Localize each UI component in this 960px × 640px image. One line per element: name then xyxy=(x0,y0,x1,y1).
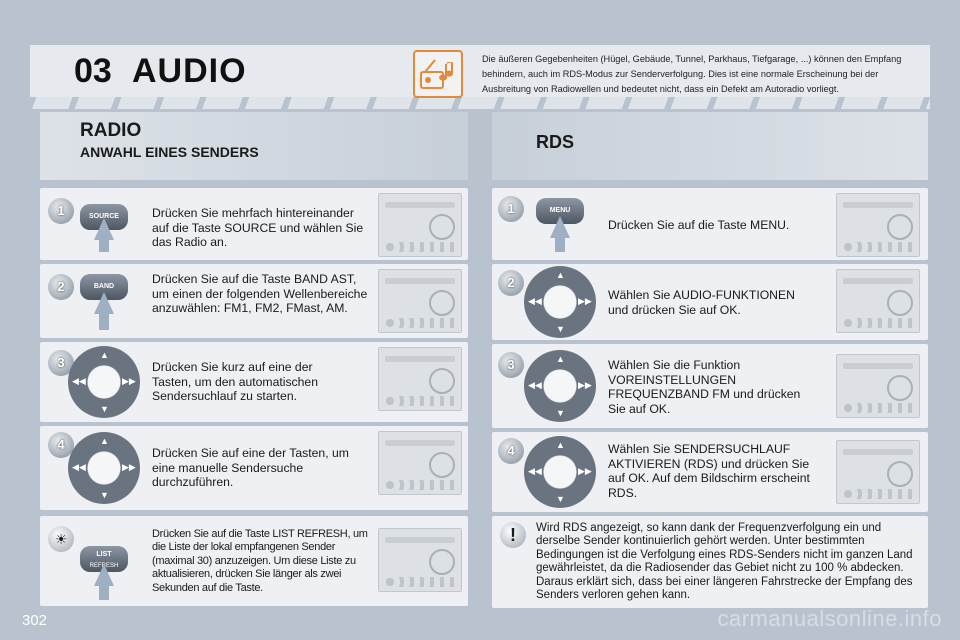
rds-step-4 xyxy=(492,432,928,512)
press-arrow-stem xyxy=(555,238,565,252)
step-number-badge: 1 xyxy=(48,198,74,224)
radio-step-4 xyxy=(40,426,468,510)
step-text: Drücken Sie auf die Taste BAND AST, um einen der folgenden Wellenbereiche anzuwählen: FM1, FM2, FMast, AM. xyxy=(152,272,368,315)
step-number-badge: 1 xyxy=(498,196,524,222)
radio-music-icon xyxy=(413,50,463,98)
direction-pad-icon: ▲ ▼ ◀◀ ▶▶ xyxy=(524,436,596,508)
rds-step-3 xyxy=(492,344,928,428)
band-key-icon: BAND xyxy=(80,274,128,300)
press-arrow-icon xyxy=(94,218,114,240)
rds-title: RDS xyxy=(536,132,575,152)
radio-title: RADIO xyxy=(80,120,142,141)
intro-text: Die äußeren Gegebenheiten (Hügel, Gebäude, Tunnel, Parkhaus, Tiefgarage, ...) können den Empfang behindern, auch im RDS-Modus zur Senderverfolgung. Dies ist eine normale Erscheinung bei der Ausbreitung von Radiowellen und bedeutet nicht, dass ein Defekt am Autoradio vorliegt. xyxy=(482,54,902,94)
press-arrow-icon xyxy=(94,564,114,586)
radio-unit-thumbnail xyxy=(378,431,462,495)
note-text: Wird RDS angezeigt, so kann dank der Frequenzverfolgung ein und derselbe Sender kontinuierlich gehört werden. Unter bestimmten Bedingungen ist die Verfolgung eines RDS-Senders nicht im ganzen Land gewährleistet, da die Radiosender das Gebiet nicht zu 100 % abdecken. Daraus erklärt sich, dass bei einer längeren Fahrstrecke der Empfang des Senders verloren gehen kann. xyxy=(536,522,913,602)
radio-unit-thumbnail xyxy=(378,193,462,257)
step-text: Drücken Sie mehrfach hintereinander auf die Taste SOURCE und wählen Sie das Radio an. xyxy=(152,206,364,249)
step-text: Wählen Sie SENDERSUCHLAUF AKTIVIEREN (RDS) und drücken Sie auf OK. Auf dem Bildschirm erscheint RDS. xyxy=(608,442,810,500)
press-arrow-stem xyxy=(99,314,109,330)
radio-step-1 xyxy=(40,188,468,260)
step-text: Drücken Sie auf die Taste MENU. xyxy=(608,218,790,232)
press-arrow-stem xyxy=(99,586,109,600)
press-arrow-icon xyxy=(94,292,114,314)
radio-unit-thumbnail xyxy=(836,269,920,333)
step-number-badge: 2 xyxy=(498,270,524,296)
radio-unit-thumbnail xyxy=(836,440,920,504)
rds-note xyxy=(492,516,928,608)
radio-unit-thumbnail xyxy=(378,347,462,411)
page-number: 302 xyxy=(22,612,48,629)
tip-text: Drücken Sie auf die Taste LIST REFRESH, um die Liste der lokal empfangenen Sender (maximal 30) anzuzeigen. Um diese Liste zu aktualisieren, drücken Sie länger als zwei Sekunden auf die Taste. xyxy=(152,528,368,594)
radio-unit-thumbnail xyxy=(378,269,462,333)
step-number-badge: 2 xyxy=(48,274,74,300)
rds-step-2 xyxy=(492,264,928,340)
step-number-badge: 3 xyxy=(498,352,524,378)
step-text: Drücken Sie auf eine der Tasten, um eine manuelle Sendersuche durchzuführen. xyxy=(152,446,349,489)
radio-unit-thumbnail xyxy=(378,528,462,592)
radio-unit-thumbnail xyxy=(836,354,920,418)
radio-step-3 xyxy=(40,342,468,422)
menu-key-icon: MENU xyxy=(536,198,584,224)
direction-pad-icon: ▲ ▼ ◀◀ ▶▶ xyxy=(68,432,140,504)
press-arrow-icon xyxy=(550,216,570,238)
step-text: Wählen Sie AUDIO-FUNKTIONEN und drücken Sie auf OK. xyxy=(608,288,795,317)
header-stripes xyxy=(30,97,930,109)
step-text: Wählen Sie die Funktion VOREINSTELLUNGEN FREQUENZBAND FM und drücken Sie auf OK. xyxy=(608,358,801,416)
radio-tip xyxy=(40,516,468,606)
radio-unit-thumbnail xyxy=(836,193,920,257)
radio-subtitle: ANWAHL EINES SENDERS xyxy=(80,144,259,160)
step-text: Drücken Sie kurz auf eine der Tasten, um den automatischen Sendersuchlauf zu starten. xyxy=(152,360,318,403)
refresh-key-label: REFRESH xyxy=(89,563,119,569)
list-key-label: LIST xyxy=(96,551,112,558)
radio-step-2 xyxy=(40,264,468,338)
source-key-icon: SOURCE xyxy=(80,204,128,230)
press-arrow-stem xyxy=(99,240,109,252)
direction-pad-icon: ▲ ▼ ◀◀ ▶▶ xyxy=(68,346,140,418)
watermark: carmanualsonline.info xyxy=(717,606,942,631)
step-number-badge: 4 xyxy=(498,438,524,464)
lightbulb-icon: ☀ xyxy=(48,526,74,552)
rds-step-1 xyxy=(492,188,928,260)
chapter-number: 03 xyxy=(74,52,112,90)
step-number-badge: 4 xyxy=(48,432,74,458)
chapter-title: AUDIO xyxy=(132,52,247,90)
direction-pad-icon: ▲ ▼ ◀◀ ▶▶ xyxy=(524,350,596,422)
direction-pad-icon: ▲ ▼ ◀◀ ▶▶ xyxy=(524,266,596,338)
exclamation-icon: ! xyxy=(500,522,526,548)
step-number-badge: 3 xyxy=(48,350,74,376)
